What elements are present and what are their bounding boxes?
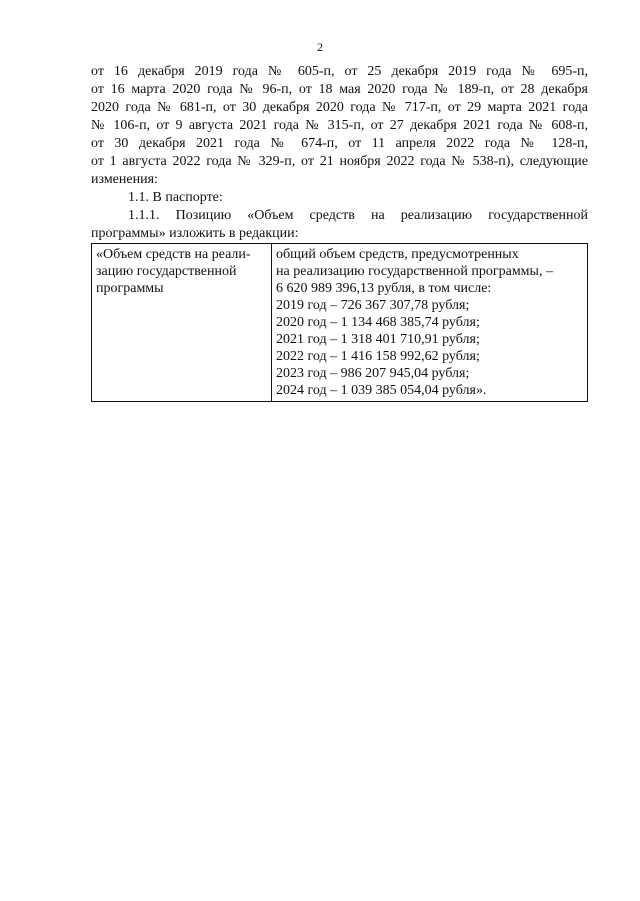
intro-line: от 16 марта 2020 года № 96-п, от 18 мая 2020 года № 189-п, от 28 декабря	[91, 82, 588, 97]
intro-line: от 16 декабря 2019 года № 605-п, от 25 декабря 2019 года № 695-п,	[91, 64, 588, 79]
table-cell-position	[92, 244, 272, 402]
content-line: 2021 год – 1 318 401 710,91 рубля;	[276, 332, 480, 347]
subsection-line: программы» изложить в редакции:	[91, 226, 299, 241]
content-line: 2023 год – 986 207 945,04 рубля;	[276, 366, 470, 381]
section-heading: 1.1. В паспорте:	[128, 190, 223, 205]
intro-line: от 30 декабря 2021 года № 674-п, от 11 апреля 2022 года № 128-п,	[91, 136, 588, 151]
content-line: 6 620 989 396,13 рубля, в том числе:	[276, 281, 492, 296]
intro-line: № 106-п, от 9 августа 2021 года № 315-п, от 27 декабря 2021 года № 608-п,	[91, 118, 588, 133]
intro-paragraph	[91, 63, 588, 189]
content-line: на реализацию государственной программы, –	[276, 264, 553, 279]
position-line: «Объем средств на реали-	[96, 247, 251, 262]
intro-line: от 1 августа 2022 года № 329-п, от 21 ноября 2022 года № 538-п), следующие	[91, 154, 588, 169]
funding-table	[91, 243, 588, 402]
table-row	[92, 244, 588, 402]
content-line: 2024 год – 1 039 385 054,04 рубля».	[276, 383, 487, 398]
document-body	[91, 63, 588, 402]
page-number: 2	[317, 40, 323, 54]
subsection-line: 1.1.1. Позицию «Объем средств на реализацию государственной	[128, 208, 588, 223]
section-heading-paragraph	[91, 189, 588, 207]
content-line: 2022 год – 1 416 158 992,62 рубля;	[276, 349, 480, 364]
content-line: общий объем средств, предусмотренных	[276, 247, 519, 262]
intro-line: 2020 года № 681-п, от 30 декабря 2020 года № 717-п, от 29 марта 2021 года	[91, 100, 588, 115]
position-line: зацию государственной	[96, 264, 237, 279]
subsection-paragraph	[91, 207, 588, 243]
content-line: 2019 год – 726 367 307,78 рубля;	[276, 298, 470, 313]
position-line: программы	[96, 281, 164, 296]
table-cell-content	[272, 244, 588, 402]
intro-line: изменения:	[91, 172, 158, 187]
content-line: 2020 год – 1 134 468 385,74 рубля;	[276, 315, 480, 330]
